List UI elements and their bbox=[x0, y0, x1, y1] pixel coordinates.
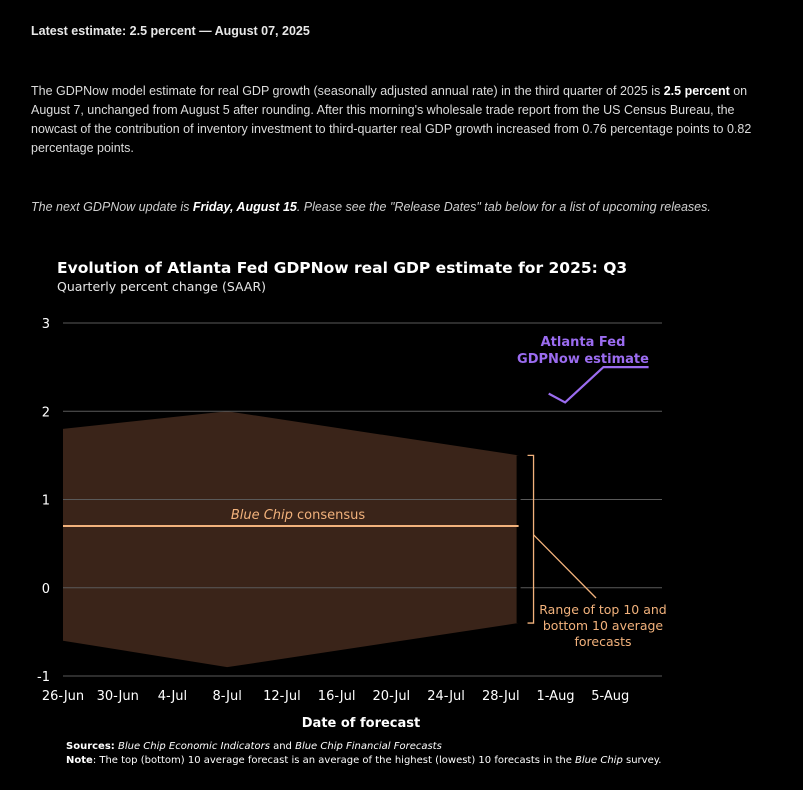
note-label: Note bbox=[66, 755, 93, 766]
x-tick-label: 28-Jul bbox=[481, 689, 520, 704]
consensus-label-italic: Blue Chip bbox=[230, 507, 293, 523]
consensus-label bbox=[231, 508, 366, 523]
source-1: Blue Chip Economic Indicators bbox=[117, 741, 270, 752]
next-update-text-1: The next GDPNow update is bbox=[31, 200, 193, 214]
gdpnow-label-line-1: Atlanta Fed bbox=[540, 335, 626, 350]
consensus-label-rest: consensus bbox=[292, 507, 366, 523]
note-line bbox=[66, 754, 661, 768]
sources-label: Sources: bbox=[66, 741, 115, 752]
sources-and: and bbox=[269, 741, 296, 752]
note-italic: Blue Chip bbox=[575, 755, 623, 766]
range-bracket bbox=[528, 455, 534, 623]
y-tick-label: 1 bbox=[41, 493, 50, 509]
next-update-text-2: . Please see the "Release Dates" tab below for a list of upcoming releases. bbox=[296, 200, 711, 214]
x-tick-label: 26-Jun bbox=[41, 689, 85, 704]
x-tick-label: 12-Jul bbox=[263, 689, 301, 704]
range-annotation-line-2: bottom 10 average bbox=[542, 618, 664, 633]
gdpnow-line bbox=[549, 367, 649, 402]
sources-line bbox=[66, 740, 661, 754]
x-tick-label: 8-Jul bbox=[212, 689, 242, 704]
x-tick-label: 24-Jul bbox=[427, 689, 465, 704]
blue-chip-range-band bbox=[63, 411, 519, 667]
summary-text-1: The GDPNow model estimate for real GDP growth (seasonally adjusted annual rate) in the third quarter of 2025 is bbox=[31, 84, 664, 98]
latest-estimate: Latest estimate: 2.5 percent — August 07, 2025 bbox=[31, 24, 310, 38]
chart-footer bbox=[66, 740, 661, 768]
summary-estimate-bold: 2.5 percent bbox=[663, 84, 730, 98]
source-2: Blue Chip Financial Forecasts bbox=[295, 741, 442, 752]
range-annotation-line-1: Range of top 10 and bbox=[539, 602, 667, 617]
gdpnow-label-line-2: GDPNow estimate bbox=[517, 352, 649, 367]
y-tick-label: -1 bbox=[37, 670, 50, 685]
range-annotation-line-3: forecasts bbox=[574, 634, 632, 649]
note-text-1: : The top (bottom) 10 average forecast is an average of the highest (lowest) 10 forecasts in the bbox=[92, 755, 576, 766]
x-tick-label: 20-Jul bbox=[372, 689, 411, 704]
chart-title: Evolution of Atlanta Fed GDPNow real GDP estimate for 2025: Q3 bbox=[57, 259, 628, 277]
chart-subtitle: Quarterly percent change (SAAR) bbox=[57, 279, 267, 294]
x-tick-label: 30-Jun bbox=[96, 689, 139, 704]
x-tick-label: 4-Jul bbox=[157, 689, 188, 704]
x-tick-label: 5-Aug bbox=[591, 689, 630, 704]
x-axis-label: Date of forecast bbox=[301, 716, 421, 731]
x-tick-label: 1-Aug bbox=[536, 689, 575, 704]
y-tick-label: 3 bbox=[41, 317, 50, 332]
next-update-date: Friday, August 15 bbox=[192, 200, 297, 214]
range-end-bar bbox=[517, 455, 521, 623]
note-text-2: survey. bbox=[622, 755, 662, 766]
y-tick-label: 0 bbox=[41, 581, 50, 597]
x-tick-label: 16-Jul bbox=[317, 689, 356, 704]
y-tick-label: 2 bbox=[41, 405, 50, 421]
summary-text-2: on August 7, unchanged from August 5 after rounding. After this morning's wholesale trade report from the US Census Bureau, the nowcast of the contribution of inventory investment to third-quarter real GDP growth increased from 0.76 percentage points to 0.82 percentage points. bbox=[31, 84, 752, 155]
range-bracket-leader bbox=[534, 535, 596, 598]
